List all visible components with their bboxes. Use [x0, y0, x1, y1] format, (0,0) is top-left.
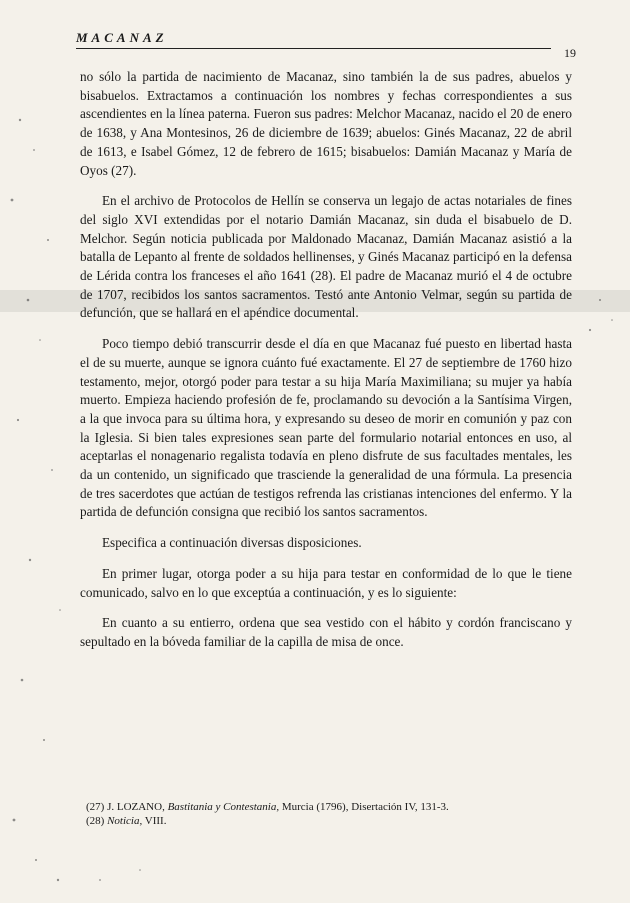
paragraph: no sólo la partida de nacimiento de Macanaz, sino también la de sus padres, abuelos y bisabuelos. Extractamos a continuación los nombres y fechas correspondientes a sus ascendientes en la línea paterna. Fueron sus padres: Melchor Macanaz, nacido el 20 de enero de 1638, y Ana Montesinos, 26 de diciembre de 1639; abuelos: Ginés Macanaz, 22 de abril de 1613, e Isabel Gómez, 12 de febrero de 1615; bisabuelos: Damián Macanaz y María de Oyos (27).: [80, 69, 572, 178]
page-header: [76, 30, 576, 60]
footnotes: [86, 800, 566, 828]
page-number: 19: [564, 46, 576, 60]
footnote-citation: Murcia (1796), Disertación IV, 131-3.: [281, 801, 449, 813]
footnote-number: (27): [86, 801, 105, 813]
footnote-title: Bastitania y Contestania,: [167, 801, 280, 813]
running-head: MACANAZ: [76, 30, 168, 45]
main-text: [80, 68, 572, 664]
footnote: [86, 814, 566, 828]
header-rule: [76, 48, 551, 49]
footnote-citation: VIII.: [144, 815, 167, 827]
paragraph: En el archivo de Protocolos de Hellín se conserva un legajo de actas notariales de fines del siglo XVI extendidas por el notario Damián Macanaz, sin duda el bisabuelo de D. Melchor. Según noticia publicada por Maldonado Macanaz, Damián Macanaz asistió a la batalla de Lepanto al frente de soldados hellinenses, y Ginés Macanaz participó en la defensa de Lérida contra los franceses el año 1641 (28). El padre de Macanaz murió el 4 de octubre de 1707, recibidos los santos sacramentos. Testó ante Antonio Velmar, según su partida de defunción, que se hallará en el apéndice documental.: [80, 193, 572, 321]
footnote-author: J. LOZANO,: [107, 801, 165, 813]
footnote-title: Noticia,: [107, 815, 143, 827]
paragraph: En primer lugar, otorga poder a su hija para testar en conformidad de lo que le tiene comunicado, salvo en lo que exceptúa a continuación, y es lo siguiente:: [80, 565, 572, 600]
footnote: [86, 800, 566, 814]
paragraph: En cuanto a su entierro, ordena que sea vestido con el hábito y cordón franciscano y sepultado en la bóveda familiar de la capilla de misa de once.: [80, 615, 572, 649]
paragraph: Poco tiempo debió transcurrir desde el día en que Macanaz fué puesto en libertad hasta el de su muerte, aunque se ignora cuánto fué exactamente. El 27 de septiembre de 1760 hizo testamento, mejor, otorgó poder para testar a su hija María Maximiliana; su mujer ya había muerto. Empieza haciendo profesión de fe, proclamando su devoción a la Santísima Virgen, a la que invoca para su última hora, y expresando su deseo de morir en comunión y paz con la Iglesia. Si bien tales expresiones sean parte del formulario notarial entonces en uso, al aceptarlas el nonagenario regalista todavía en pleno disfrute de sus facultades mentales, les da un contenido, un significado que trasciende la generalidad de una fórmula. La presencia de tres sacerdotes que actúan de testigos refrenda las cristianas intenciones del enfermo. Y la partida de defunción consigna que recibió los santos sacramentos.: [80, 336, 572, 520]
paragraph: Especifica a continuación diversas disposiciones.: [102, 535, 362, 551]
footnote-number: (28): [86, 815, 105, 827]
